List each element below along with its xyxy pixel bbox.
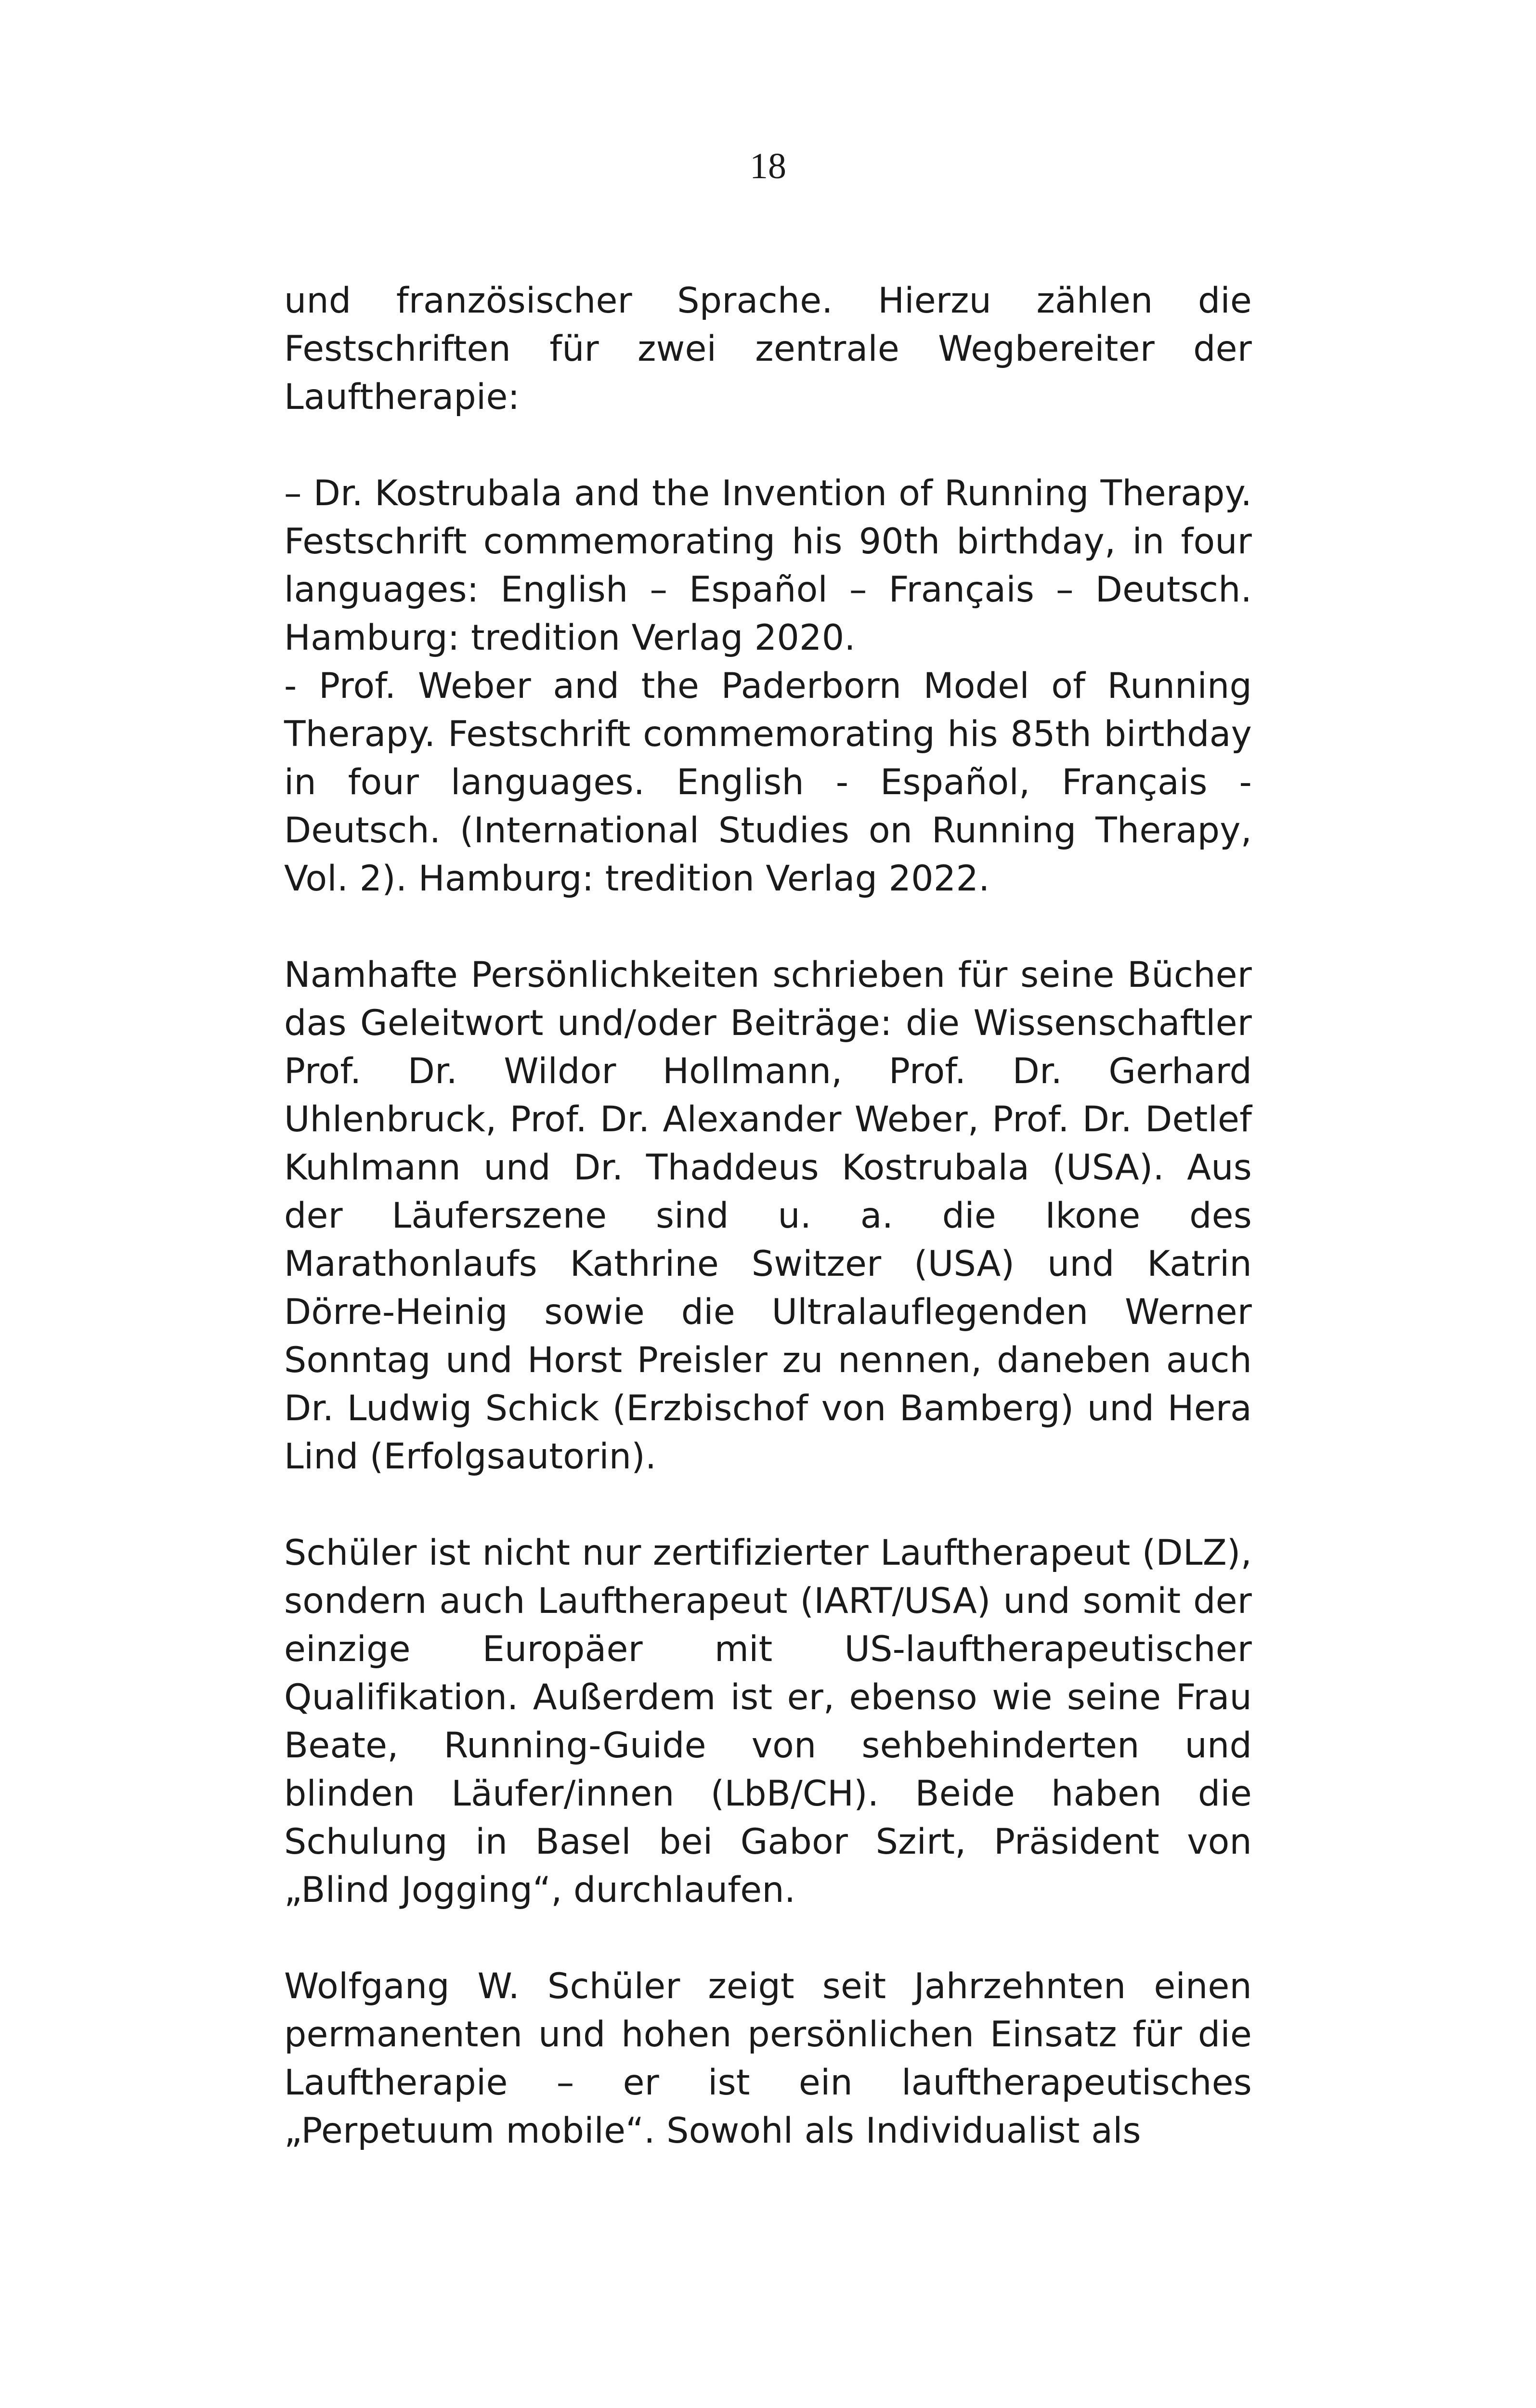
body-text <box>284 277 1252 2155</box>
page-number: 18 <box>750 146 786 186</box>
paragraph-einsatz: Wolfgang W. Schüler zeigt seit Jahrzehnten einen permanenten und hohen persönlichen Einsatz für die Lauftherapie – er ist ein lauftherapeutisches „Perpetuum mobile“. Sowohl als Individualist als <box>284 1966 1252 2151</box>
paragraph-persoenlichkeiten: Namhafte Persönlichkeiten schrieben für seine Bücher das Geleitwort und/oder Beiträge: die Wissenschaftler Prof. Dr. Wildor Hollmann, Prof. Dr. Gerhard Uhlenbruck, Prof. Dr. Alexander Weber, Prof. Dr. Detlef Kuhlmann und Dr. Thaddeus Kostrubala (USA). Aus der Läuferszene sind u. a. die Ikone des Marathonlaufs Kathrine Switzer (USA) und Katrin Dörre-Heinig sowie die Ultralauflegenden Werner Sonntag und Horst Preisler zu nennen, daneben auch Dr. Ludwig Schick (Erzbischof von Bamberg) und Hera Lind (Erfolgsautorin). <box>284 955 1252 1477</box>
paragraph-intro: und französischer Sprache. Hierzu zählen die Festschriften für zwei zentrale Wegbereiter der Lauftherapie: <box>284 280 1252 418</box>
paragraph-festschriften <box>284 470 1252 903</box>
festschrift-kostrubala: – Dr. Kostrubala and the Invention of Running Therapy. Festschrift commemorating his 90th birthday, in four languages: English – Español – Français – Deutsch. Hamburg: tredition Verlag 2020. <box>284 473 1252 658</box>
paragraph-qualifikation: Schüler ist nicht nur zertifizierter Lauftherapeut (DLZ), sondern auch Lauftherapeut (IART/USA) und somit der einzige Europäer mit US-lauftherapeutischer Qualifikation. Außerdem ist er, ebenso wie seine Frau Beate, Running-Guide von sehbehinderten und blinden Läufer/innen (LbB/CH). Beide haben die Schulung in Basel bei Gabor Szirt, Präsident von „Blind Jogging“, durchlaufen. <box>284 1532 1252 1911</box>
festschrift-weber: - Prof. Weber and the Paderborn Model of Running Therapy. Festschrift commemorating his 85th birthday in four languages. English - Español, Français - Deutsch. (International Studies on Running Therapy, Vol. 2). Hamburg: tredition Verlag 2022. <box>284 666 1252 899</box>
